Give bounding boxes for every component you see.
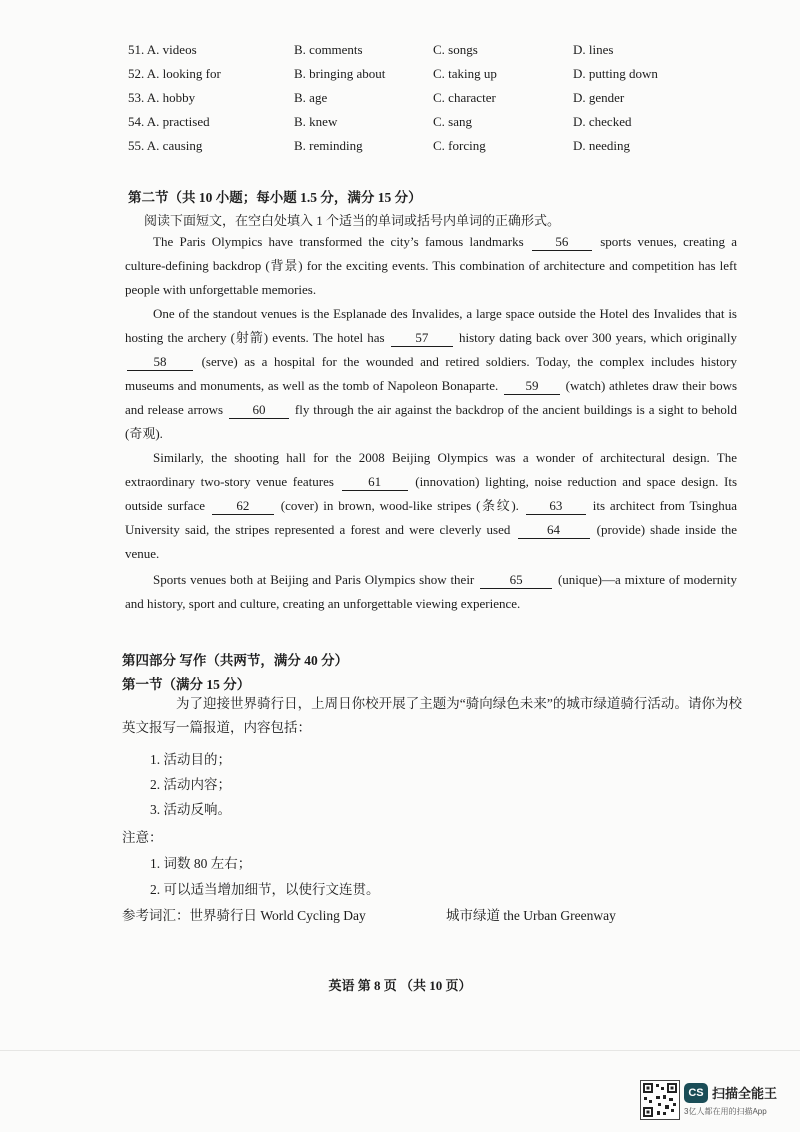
vocab-reference-2: 城市绿道 the Urban Greenway xyxy=(446,908,616,923)
note-2: 2. 可以适当增加细节，以使行文连贯。 xyxy=(150,882,380,897)
writing-requirement-3: 3. 活动反响。 xyxy=(150,802,231,817)
part4-heading: 第四部分 写作（共两节，满分 40 分） xyxy=(122,653,349,668)
camscanner-tagline: 3亿人都在用的扫描App xyxy=(684,1107,767,1116)
vocab-reference-1: 参考词汇：世界骑行日 World Cycling Day xyxy=(122,908,366,923)
choice-d: D. checked xyxy=(573,114,632,129)
choice-d: D. gender xyxy=(573,90,625,105)
blank-57[interactable]: 57 xyxy=(391,330,453,347)
notes-label: 注意： xyxy=(122,830,163,845)
choice-a: 54. A. practised xyxy=(128,114,210,129)
choice-c: C. sang xyxy=(433,114,472,129)
blank-62[interactable]: 62 xyxy=(212,498,274,515)
part4-subheading: 第一节（满分 15 分） xyxy=(122,677,251,692)
choice-b: B. age xyxy=(294,90,328,105)
writing-prompt: 为了迎接世界骑行日，上周日你校开展了主题为“骑向绿色未来”的城市绿道骑行活动。请你为校英文报写一篇报道，内容包括： xyxy=(122,696,742,735)
passage-paragraph-2: One of the standout venues is the Esplanade des Invalides, a large space outside the Hotel des Invalides that is hosting the archery (射箭) events. The hotel has 57 history dating back over 300 years, which originally 58 (serve) as a hospital for the wounded and retired soldiers. Today, the complex includes history museums and monuments, as well as the tomb of Napoleon Bonaparte. 59 (watch) athletes draw their bows and release arrows 60 fly through the air against the backdrop of the ancient buildings is a sight to behold (奇观). xyxy=(125,306,738,441)
blank-63[interactable]: 63 xyxy=(526,498,586,515)
choice-b: B. bringing about xyxy=(294,66,386,81)
scan-divider xyxy=(0,1050,800,1051)
camscanner-logo: CS xyxy=(684,1083,708,1103)
passage-paragraph-4: Sports venues both at Beijing and Paris Olympics show their 65 (unique)—a mixture of modernity and history, sport and culture, creating an unforgettable viewing experience. xyxy=(125,572,737,611)
choice-row-55 xyxy=(0,138,800,158)
blank-64[interactable]: 64 xyxy=(518,522,590,539)
writing-requirement-1: 1. 活动目的； xyxy=(150,752,231,767)
blank-59[interactable]: 59 xyxy=(504,378,560,395)
choice-b: B. knew xyxy=(294,114,338,129)
choice-a: 51. A. videos xyxy=(128,42,197,57)
choice-c: C. forcing xyxy=(433,138,486,153)
choice-c: C. taking up xyxy=(433,66,497,81)
blank-60[interactable]: 60 xyxy=(229,402,289,419)
qr-code-icon xyxy=(640,1080,680,1120)
choice-b: B. reminding xyxy=(294,138,363,153)
choice-d: D. lines xyxy=(573,42,614,57)
choice-a: 52. A. looking for xyxy=(128,66,221,81)
blank-65[interactable]: 65 xyxy=(480,572,552,589)
blank-56[interactable]: 56 xyxy=(532,234,592,251)
choice-row-51 xyxy=(0,42,800,62)
blank-61[interactable]: 61 xyxy=(342,474,408,491)
note-1: 1. 词数 80 左右； xyxy=(150,856,252,871)
choice-row-53 xyxy=(0,90,800,110)
choice-c: C. songs xyxy=(433,42,478,57)
choice-c: C. character xyxy=(433,90,496,105)
page-footer: 英语 第 8 页 （共 10 页） xyxy=(328,978,472,993)
choice-row-52 xyxy=(0,66,800,86)
choice-row-54 xyxy=(0,114,800,134)
choice-a: 53. A. hobby xyxy=(128,90,196,105)
writing-requirement-2: 2. 活动内容； xyxy=(150,777,231,792)
choice-d: D. putting down xyxy=(573,66,658,81)
camscanner-name: 扫描全能王 xyxy=(712,1086,778,1101)
section2-instruction: 阅读下面短文，在空白处填入 1 个适当的单词或括号内单词的正确形式。 xyxy=(144,213,561,228)
choice-d: D. needing xyxy=(573,138,631,153)
choice-a: 55. A. causing xyxy=(128,138,203,153)
choice-b: B. comments xyxy=(294,42,363,57)
section2-heading: 第二节（共 10 小题；每小题 1.5 分，满分 15 分） xyxy=(128,190,422,205)
passage-paragraph-3: Similarly, the shooting hall for the 2008 Beijing Olympics was a wonder of architectural design. The extraordinary two-story venue features 61 (innovation) lighting, noise reduction and space design. Its outside surface 62 (cover) in brown, wood-like stripes (条纹). 63 its architect from Tsinghua University said, the stripes represented a forest and were cleverly used 64 (provide) shade inside the venue. xyxy=(125,450,738,561)
passage-paragraph-1: The Paris Olympics have transformed the city’s famous landmarks 56 sports venues, creating a culture-defining backdrop (背景) for the exciting events. This combination of architecture and competition has left people with unforgettable memories. xyxy=(125,234,738,297)
blank-58[interactable]: 58 xyxy=(127,354,193,371)
